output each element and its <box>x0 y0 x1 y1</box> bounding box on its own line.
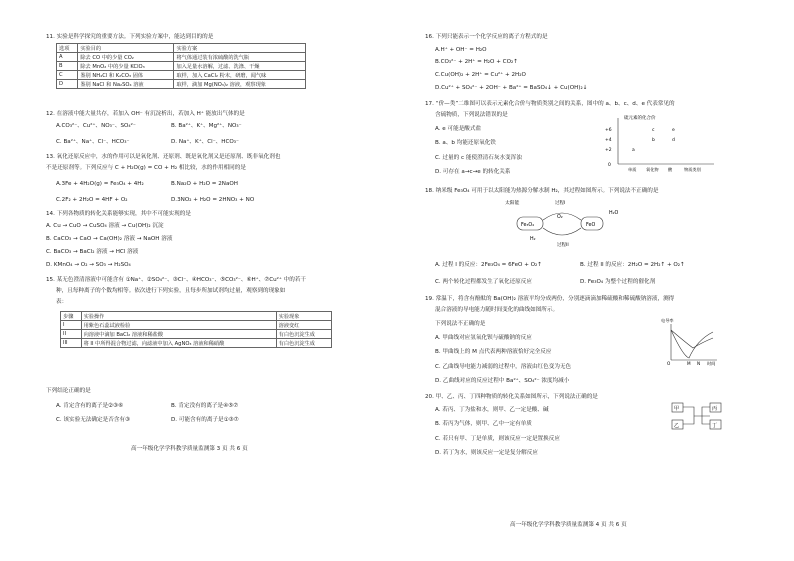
q16-option-a: A.H⁺ + OH⁻ = H₂O <box>435 47 487 53</box>
q19-option-d: D. 乙曲线对应的反应过程中 Ba²⁺、SO₄²⁻ 浓度均减小 <box>435 378 570 384</box>
q17-xlabel-1: 氧化物 <box>646 167 659 172</box>
q19-origin-label: O <box>667 361 671 366</box>
q19-stem-3: 下列说法不正确的是 <box>435 321 486 327</box>
cell: 有白色沉淀生成 <box>276 339 331 348</box>
q15-stem-2: 种，且每种离子的个数均相等。依次进行下列实验，且每步所加试剂均过量，观察到的现象如 <box>56 288 286 294</box>
table-row <box>61 330 332 339</box>
cell: II <box>61 330 82 339</box>
table-row <box>57 80 306 89</box>
q15-th-1: 实验操作 <box>81 312 276 321</box>
q20-option-d: D. 若丁为水，则该反应一定是复分解反应 <box>435 450 538 456</box>
q16-option-c: C.Cu(OH)₂ + 2H⁺ = Cu²⁺ + 2H₂O <box>435 72 526 78</box>
q15-th-0: 步骤 <box>61 312 82 321</box>
cell: 除去 CO 中的少量 CO₂ <box>78 53 174 62</box>
q11-table <box>56 43 306 89</box>
q12-option-c: C. Ba²⁺、Na⁺、Cl⁻、HCO₃⁻ <box>56 139 130 145</box>
q19-option-c: C. 乙曲线导电能力减弱的过程中，溶液由红色变为无色 <box>435 364 572 370</box>
q20-option-c: C. 若只有甲、丁是单质，则该反应一定是置换反应 <box>435 436 560 442</box>
q18-sun-label: 太阳能 <box>505 201 520 206</box>
q13-option-a: A.3Fe + 4H₂O(g) = Fe₃O₄ + 4H₂ <box>56 181 144 187</box>
q19-m-label: M <box>687 361 691 366</box>
q15-conclusion: 下列结论正确的是 <box>46 388 91 394</box>
q17-ytick-1: +4 <box>605 138 612 143</box>
q17-stem-2: 含硫物质，下列说法错误的是 <box>435 112 508 118</box>
cell: 鉴别 NaCl 和 Na₂SO₄ 溶液 <box>78 80 174 89</box>
q18-feo-label: FeO <box>586 223 596 228</box>
q15-option-a: A. 肯定含有的离子是②③⑥ <box>56 403 124 409</box>
q18-o2-label: O₂ <box>557 215 563 220</box>
q20-connectors <box>683 407 710 424</box>
q17-ytick-2: +2 <box>605 148 612 153</box>
q13-option-c: C.2F₂ + 2H₂O = 4HF + O₂ <box>56 197 128 203</box>
q19-curve-yi <box>671 330 713 348</box>
cell: C <box>57 71 78 80</box>
cell: 将 II 中所得混合物过滤，向滤液中加入 AgNO₃ 溶液和稀硝酸 <box>81 339 276 348</box>
q19-graph <box>661 316 719 366</box>
cell: D <box>57 80 78 89</box>
q14-option-d: D. KMnO₄ → O₂ → SO₃ → H₂SO₄ <box>46 262 131 268</box>
q17-chart-title: 硫元素的化合价 <box>624 116 656 121</box>
q18-process-1: 过程I <box>555 201 566 206</box>
q18-fe3o4-label: Fe₃O₄ <box>521 223 535 228</box>
cell: 有白色沉淀生成 <box>276 330 331 339</box>
q20-option-b: B. 若丙为气体，则甲、乙中一定有单质 <box>435 421 532 427</box>
q19-stem-2: 混合溶液的导电能力随时间变化的曲线如图所示。 <box>435 307 559 313</box>
q15-stem-1: 15. 某无色澄清溶液中可能含有 ①Na⁺、②SO₄²⁻、③Cl⁻、④HCO₃⁻、⑤CO₃²⁻、⑥H⁺、⑦Cu²⁺ 中的若干 <box>46 277 307 283</box>
cell: 溶液变红 <box>276 321 331 330</box>
cell: A <box>57 53 78 62</box>
right-footer: 高一年级化学学科教学质量监测第 4 页 共 6 页 <box>510 522 627 528</box>
q19-stem-1: 19. 常温下，将含有酚酞的 Ba(OH)₂ 溶液平均分成两份，分别逐滴滴加稀硫酸和稀硫酸钠溶液，测得 <box>425 296 675 302</box>
q18-option-c: C. 两个转化过程都发生了氧化还原反应 <box>435 279 532 285</box>
q19-option-a: A. 甲曲线对应氢氧化钡与硫酸钠的反应 <box>435 335 532 341</box>
q17-point-c: c <box>652 128 655 133</box>
q19-option-b: B. 甲曲线上的 M 点代表两种溶液恰好完全反应 <box>435 349 552 355</box>
cell: 取样，滴加 Mg(NO₃)₂ 溶液，观察现象 <box>174 80 306 89</box>
q19-curve-jia <box>671 330 713 358</box>
q17-option-d: D. 可存在 a→c→e 的转化关系 <box>435 169 511 175</box>
q17-option-c: C. 过量的 c 能使澄清石灰水变浑浊 <box>435 155 522 161</box>
q18-arrow-2 <box>543 228 581 235</box>
q17-xlabel-0: 单质 <box>628 167 637 172</box>
q20-diagram <box>670 400 724 436</box>
cell: 鉴别 NH₄Cl 和 K₂CO₃ 固体 <box>78 71 174 80</box>
left-page <box>46 0 391 561</box>
cell: 取样，加入 CaCl₂ 粉末，研磨，闻气味 <box>174 71 306 80</box>
q17-chart <box>602 114 720 172</box>
q12-stem: 12. 在溶液中能大量共存，若加入 OH⁻ 有沉淀析出，若加入 H⁺ 能放出气体的是 <box>46 111 245 117</box>
q13-option-d: D.3NO₂ + H₂O = 2HNO₃ + NO <box>171 197 255 203</box>
q17-stem-1: 17. “价—类”二维图可以表示元素化合价与物质类别之间的关系，图中的 a、b、c、d、e 代表常见的 <box>425 101 675 107</box>
q17-xlabel-3: 物质类别 <box>684 167 701 172</box>
q14-option-b: B. CaCO₃ → CaO → Ca(OH)₂ 溶液 → NaOH 溶液 <box>46 236 173 242</box>
q20-bing: 丙 <box>712 406 718 412</box>
q20-stem: 20. 甲、乙、丙、丁四种物质的转化关系如图所示，下列说法正确的是 <box>425 394 598 400</box>
q12-option-b: B. Ba²⁺、K⁺、Mg²⁺、NO₃⁻ <box>171 123 242 129</box>
q15-th-2: 实验现象 <box>276 312 331 321</box>
q17-option-a: A. e 可能是酸式盐 <box>435 126 482 132</box>
cell: I <box>61 321 82 330</box>
q17-point-b: b <box>652 138 655 143</box>
q13-stem-1: 13. 氧化还原反应中，水的作用可以是氧化剂、还原剂、既是氧化剂又是还原剂、既非氧化剂也 <box>46 154 281 160</box>
q15-stem-3: 表： <box>56 299 68 305</box>
q18-stem-1: 18. 纳米级 Fe₃O₄ 可用于以太阳能为热源分解水制 H₂，其过程如图所示。下列说法不正确的是 <box>425 188 659 194</box>
table-row <box>57 53 306 62</box>
q12-option-d: D. Na⁺、K⁺、Cl⁻、HCO₃⁻ <box>171 139 239 145</box>
table-row <box>57 71 306 80</box>
cell: III <box>61 339 82 348</box>
q20-yi: 乙 <box>674 423 680 429</box>
cell: 向溶液中滴加 BaCl₂ 溶液和稀盐酸 <box>81 330 276 339</box>
q14-option-a: A. Cu → CuO → CuSO₄ 溶液 → Cu(OH)₂ 沉淀 <box>46 223 164 229</box>
q16-option-d: D.Cu²⁺ + SO₄²⁻ + 2OH⁻ + Ba²⁺ = BaSO₄↓ + Cu(OH)₂↓ <box>435 85 588 91</box>
right-page <box>425 0 770 561</box>
q17-point-a: a <box>632 148 635 153</box>
q18-option-b: B. 过程 II 的反应：2H₂O = 2H₂↑ + O₂↑ <box>580 262 685 268</box>
q19-ylabel: 电导率 <box>661 318 674 323</box>
q12-option-a: A.CO₃²⁻、Cu²⁺、NO₃⁻、SO₄²⁻ <box>56 123 136 129</box>
q18-h2o-label: H₂O <box>609 211 619 216</box>
q18-option-d: D. Fe₃O₄ 为整个过程的催化剂 <box>580 279 656 285</box>
q13-option-b: B.Na₂O + H₂O = 2NaOH <box>171 181 238 187</box>
cell: B <box>57 62 78 71</box>
q15-option-c: C. 该实验无法确定是否含有③ <box>56 417 131 423</box>
q13-stem-2: 不是还原剂等。下列反应与 C + H₂O(g) = CO + H₂ 相比较，水的作用相同的是 <box>46 165 246 171</box>
table-row <box>61 321 332 330</box>
q14-option-c: C. BaCO₃ → BaCl₂ 溶液 → HCl 溶液 <box>46 249 139 255</box>
q18-process-2: 过程II <box>557 243 569 248</box>
q11-th-1: 实验目的 <box>78 44 174 53</box>
q11-stem: 11. 实验是科学探究的重要方法。下列实验方案中，能达到目的的是 <box>46 34 214 40</box>
q17-option-b: B. a、b 均能还原氧化铁 <box>435 140 496 146</box>
q18-option-a: A. 过程 I 的反应：2Fe₃O₄ = 6FeO + O₂↑ <box>435 262 542 268</box>
q15-option-b: B. 肯定没有的离子是④⑤⑦ <box>171 403 239 409</box>
q17-point-e: e <box>672 128 675 133</box>
q20-jia: 甲 <box>674 406 680 412</box>
q16-option-b: B.CO₃²⁻ + 2H⁺ = H₂O + CO₂↑ <box>435 59 518 65</box>
q15-option-d: D. 可能含有的离子是①③⑦ <box>171 417 239 423</box>
q19-xlabel: 时间 <box>707 361 716 366</box>
q18-h2-label: H₂ <box>530 237 536 242</box>
cell: 加入足量水溶解，过滤、洗涤、干燥 <box>174 62 306 71</box>
q14-stem: 14. 下列各物质的转化关系能够实现，其中不可能实现的是 <box>46 211 191 217</box>
q17-xlabel-2: 酸 <box>668 167 673 172</box>
table-row <box>61 339 332 348</box>
q17-point-d: d <box>672 138 675 143</box>
q15-table <box>60 311 332 348</box>
left-footer: 高一年级化学学科教学质量监测第 3 页 共 6 页 <box>131 446 248 452</box>
cell: 将气体通过装有浓硫酸的洗气瓶 <box>174 53 306 62</box>
cell: 用紫色石蕊试液检验 <box>81 321 276 330</box>
q20-ding: 丁 <box>712 423 718 429</box>
q17-ytick-3: 0 <box>608 163 611 168</box>
q16-stem: 16. 下列只能表示一个化学反应的离子方程式的是 <box>425 34 548 40</box>
q17-ytick-0: +6 <box>605 128 612 133</box>
cell: 除去 MnO₂ 中的少量 KClO₃ <box>78 62 174 71</box>
q11-th-2: 实验方案 <box>174 44 306 53</box>
table-row <box>57 62 306 71</box>
q11-th-0: 选项 <box>57 44 78 53</box>
q19-n-label: N <box>697 361 701 366</box>
q18-diagram <box>505 196 625 248</box>
q20-option-a: A. 若丙、丁为盐和水，则甲、乙一定是酸、碱 <box>435 407 549 413</box>
